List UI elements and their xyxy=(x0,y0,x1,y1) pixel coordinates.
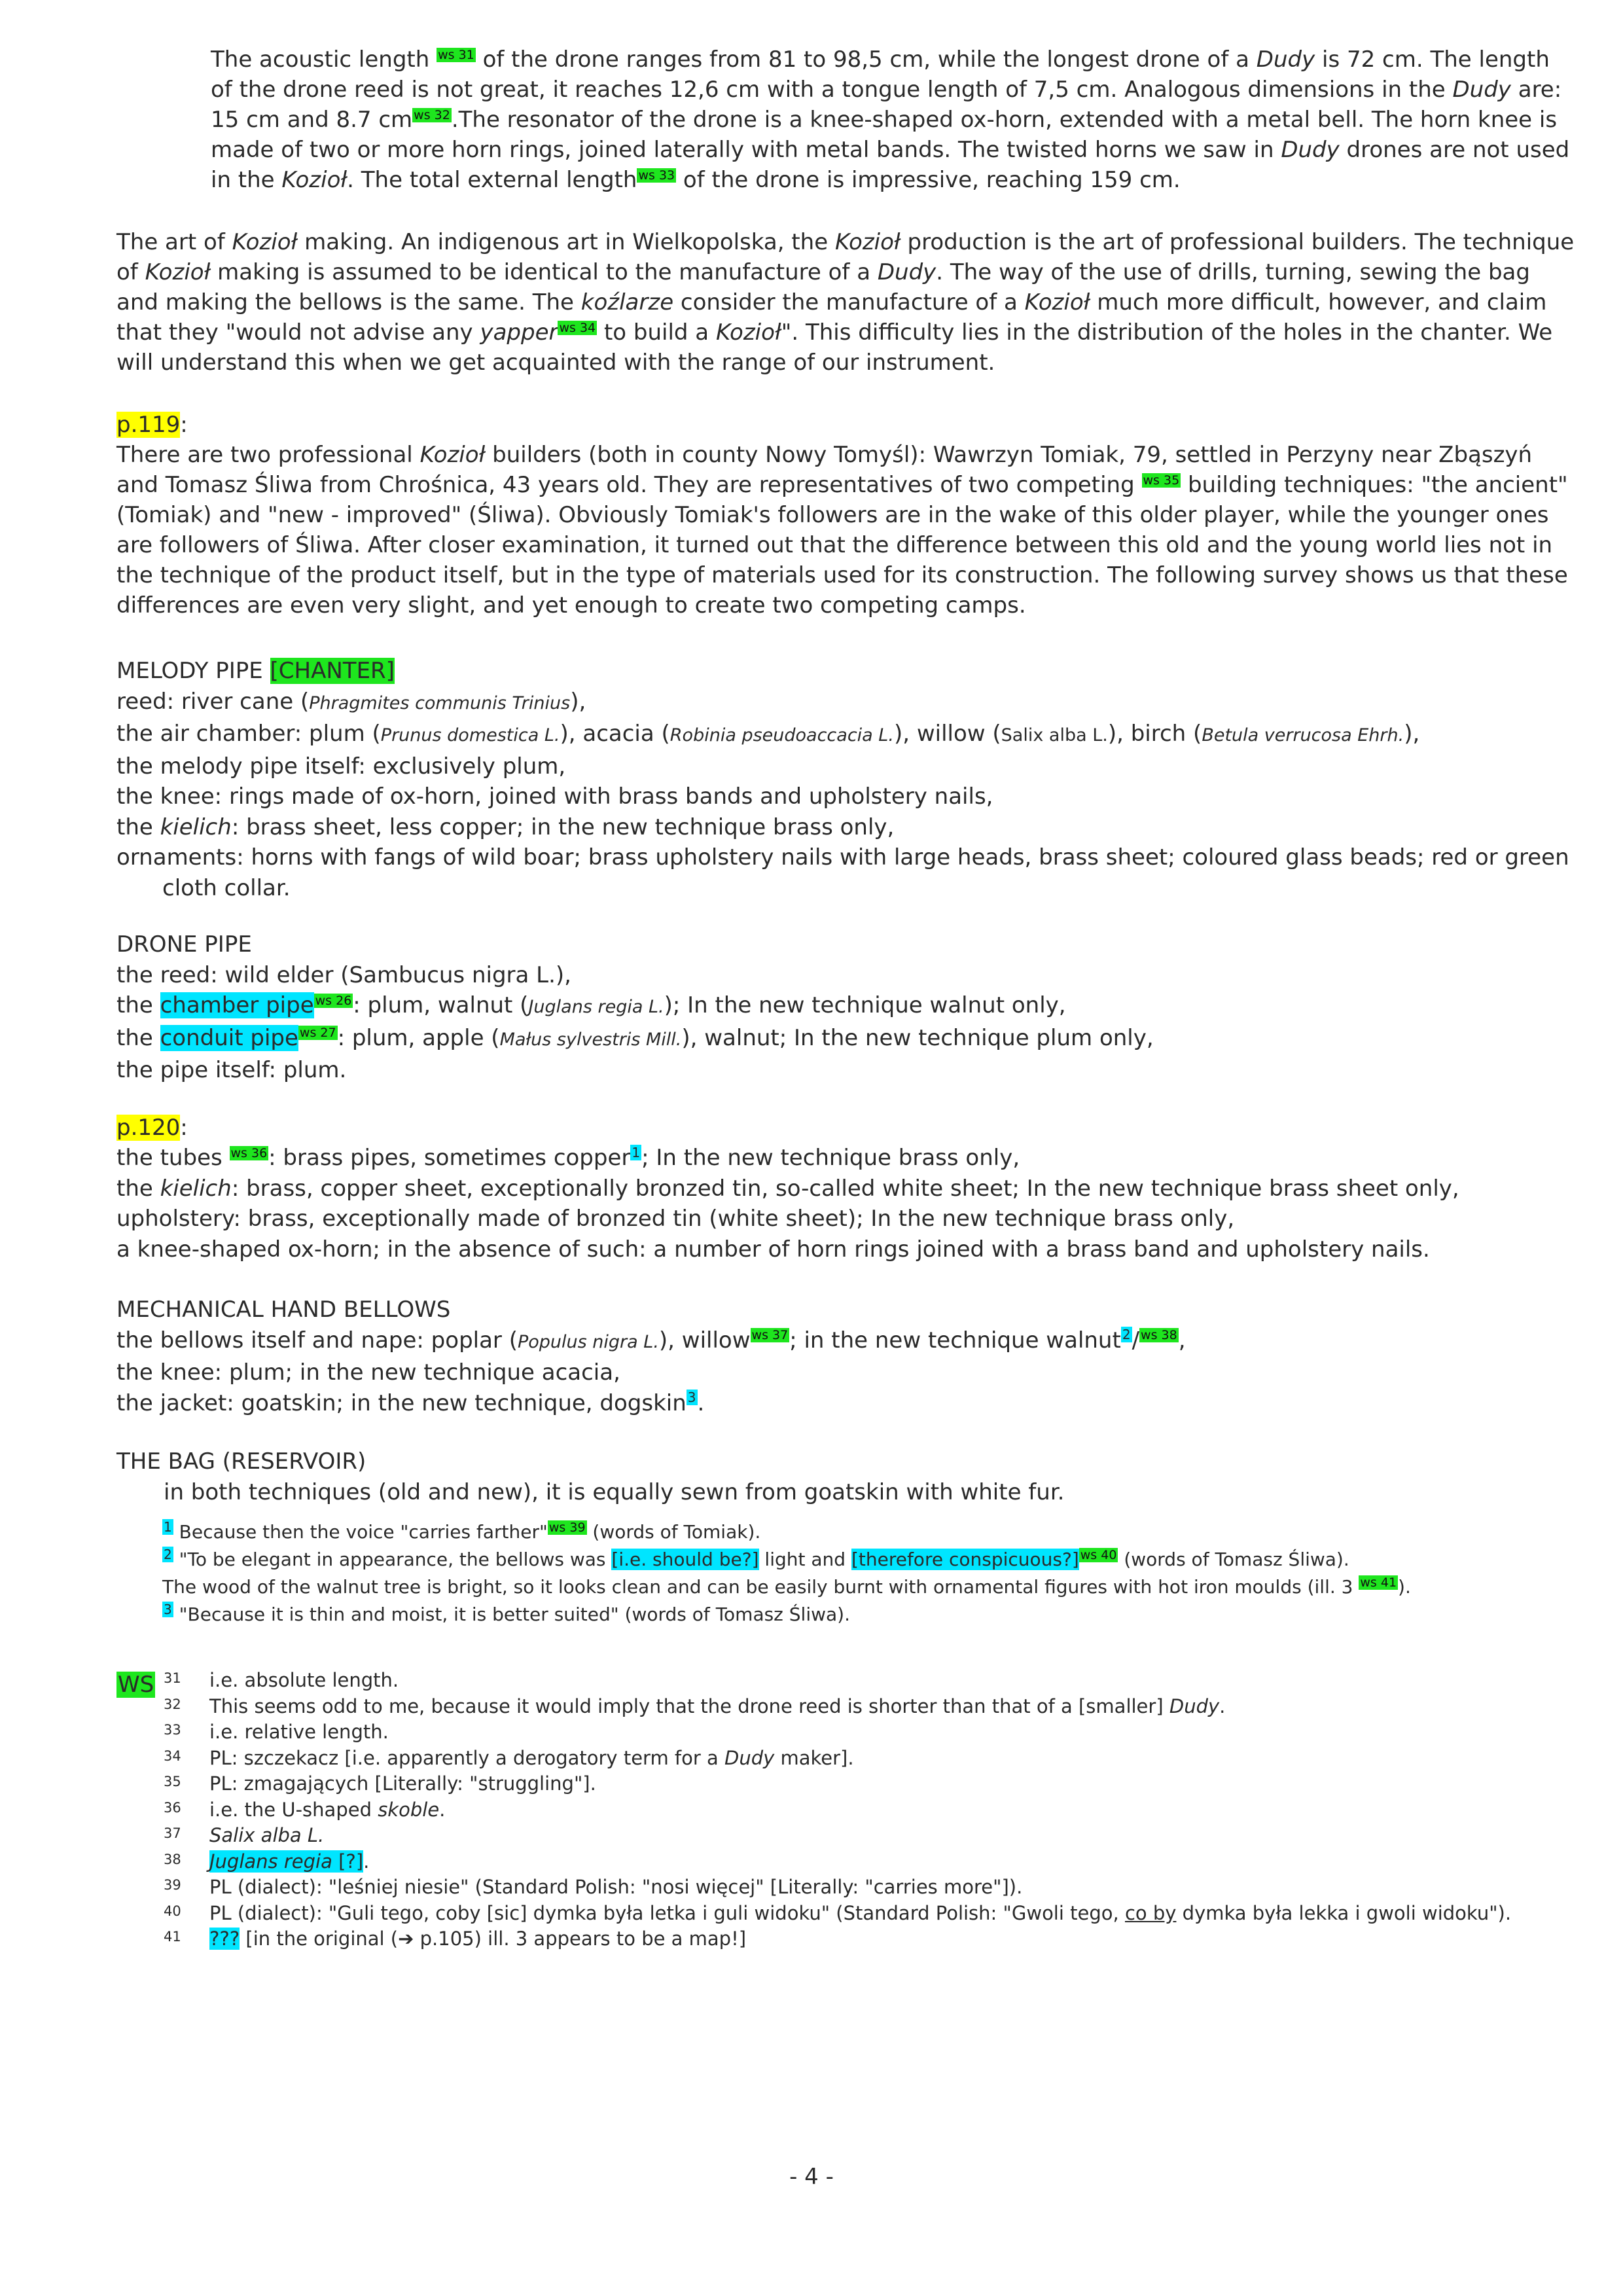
paragraph-builders xyxy=(116,440,1576,620)
list-item: the reed: wild elder (Sambucus nigra L.), xyxy=(116,961,571,988)
section-drone-pipe xyxy=(116,929,1576,1086)
footnote-ref[interactable]: 3 xyxy=(687,1390,696,1406)
text: of the drone ranges from 81 to 98,5 cm, while the longest drone of a xyxy=(475,46,1257,73)
text: : xyxy=(180,1115,188,1141)
ws-note-32: 32 This seems odd to me, because it would imply that the drone reed is shorter than that of a [smaller] Dudy. xyxy=(164,1695,1226,1717)
text: : xyxy=(180,412,188,438)
footnote-2: $^2$ "To be elegant in appearance, the bellows was [i.e. should be?] light and [therefore conspicuous?] $^{ws 40}$ (words of Tomasz Śliwa). xyxy=(164,1546,1349,1570)
text: making is assumed to be identical to the manufacture of a xyxy=(210,259,878,285)
footnote-ref[interactable]: 1 xyxy=(632,1144,641,1160)
list-item: the air chamber: plum (Prunus domestica L.), acacia (Robinia pseudoaccacia L.), willow (Salix alba L.), birch (Betula verrucosa Ehrh.), xyxy=(116,721,1420,747)
section-bellows xyxy=(116,1295,1576,1418)
term: Dudy xyxy=(1281,137,1340,163)
list-item: the chamber pipe $^{ws 26}$: plum, walnut (Juglans regia L.); In the new technique walnut only, xyxy=(116,992,1066,1018)
text: production is the art of professional builders. The technique of xyxy=(116,229,1575,285)
list-item: in both techniques (old and new), it is equally sewn from goatskin with white fur. xyxy=(164,1479,1065,1505)
page-marker-119 xyxy=(116,410,1576,440)
highlight: [?] xyxy=(332,1850,364,1873)
highlight: chamber pipe xyxy=(160,992,314,1018)
list-item: the kielich: brass sheet, less copper; in the new technique brass only, xyxy=(116,814,895,840)
term: koźlarze xyxy=(580,289,674,315)
list-item: ornaments: horns with fangs of wild boar; brass upholstery nails with large heads, brass sheet; coloured glass beads; red or green cloth collar. xyxy=(116,844,1569,901)
list-item: the conduit pipe $^{ws 27}$: plum, apple (Małus sylvestris Mill.), walnut; In the new technique plum only, xyxy=(116,1024,1154,1051)
text: drones are not used in the xyxy=(211,137,1570,193)
list-item: the jacket: goatskin; in the new technique, dogskin $^3$. xyxy=(116,1390,705,1416)
term: Kozioł xyxy=(281,167,348,193)
highlight: ??? xyxy=(209,1928,240,1950)
list-item: a knee-shaped ox-horn; in the absence of such: a number of horn rings joined with a brass band and upholstery nails. xyxy=(116,1236,1430,1263)
list-item: the kielich: brass, copper sheet, exceptionally bronzed tin, so-called white sheet; In the new technique brass sheet only, xyxy=(116,1175,1459,1202)
ws-notes-label: WS xyxy=(118,1672,154,1698)
ws-note-41: 41 ??? [in the original (➔ p.105) ill. 3 appears to be a map!] xyxy=(164,1928,747,1950)
ws-note-ref[interactable]: ws 37 xyxy=(751,1328,789,1343)
list-item: the tubes $^{ws 36}$: brass pipes, sometimes copper $^1$; In the new technique brass only, xyxy=(116,1144,1020,1171)
ws-note-ref[interactable]: ws 38 xyxy=(1141,1328,1177,1343)
text: The art of xyxy=(116,229,232,255)
ws-note-ref[interactable]: ws 27 xyxy=(299,1026,336,1041)
ws-note-ref[interactable]: ws 40 xyxy=(1080,1547,1117,1562)
ws-note-34: 34 PL: szczekacz [i.e. apparently a derogatory term for a Dudy maker]. xyxy=(164,1746,854,1769)
ws-note-ref[interactable]: ws 31 xyxy=(438,47,474,62)
ws-note-ref[interactable]: ws 34 xyxy=(559,320,596,335)
text: The acoustic length xyxy=(211,46,437,73)
text: ". This difficulty lies in the distribution of the holes in the chanter. We will understand this when we get acquainted with the range of our instrument. xyxy=(116,319,1553,376)
text: consider the manufacture of a xyxy=(673,289,1025,315)
footnotes xyxy=(162,1518,1589,1628)
term: Dudy xyxy=(1256,46,1315,73)
section-heading xyxy=(116,656,1576,687)
highlight: conduit pipe xyxy=(160,1024,298,1051)
list-item: the pipe itself: plum. xyxy=(116,1057,347,1083)
ws-note-33: 33 i.e. relative length. xyxy=(164,1721,389,1743)
list-item: the knee: rings made of ox-horn, joined with brass bands and upholstery nails, xyxy=(116,783,993,810)
term: Kozioł xyxy=(232,229,298,255)
term: Kozioł xyxy=(145,259,211,285)
ws-note-39: 39 PL (dialect): "leśniej niesie" (Standard Polish: "nosi więcej" [Literally: "carries more"]). xyxy=(164,1876,1023,1898)
footnote-ref[interactable]: 2 xyxy=(1122,1327,1131,1343)
ws-note-37: 37 Salix alba L. xyxy=(164,1824,325,1846)
ws-note-ref[interactable]: ws 35 xyxy=(1143,473,1180,488)
ws-note-ref[interactable]: ws 26 xyxy=(315,993,352,1008)
term: Kozioł xyxy=(419,442,486,468)
section-drone-fittings xyxy=(116,1143,1576,1265)
text: much more difficult, however, and claim that they "would not advise any xyxy=(116,289,1547,346)
text: building techniques: "the ancient" (Tomiak) and "new - improved" (Śliwa). Obviously Tomiak's followers are in the wake of this older player, while the younger ones are followers of Śliwa. After closer examination, it turned out that the difference between this old and the young world lies not in the technique of the product itself, but in the type of materials used for its construction. The following survey shows us that these differences are even very slight, and yet enough to create two competing camps. xyxy=(116,472,1568,619)
page-marker-label: p.120 xyxy=(116,1115,181,1141)
list-item: the knee: plum; in the new technique acacia, xyxy=(116,1359,620,1386)
section-heading: MECHANICAL HAND BELLOWS xyxy=(116,1297,451,1323)
text: are: 15 cm and 8.7 cm xyxy=(211,77,1562,133)
text: is 72 cm. The length of the drone reed is not great, it reaches 12,6 cm with a tongue length of 7,5 cm. Analogous dimensions in the xyxy=(211,46,1550,103)
list-item: upholstery: brass, exceptionally made of bronzed tin (white sheet); In the new technique brass only, xyxy=(116,1206,1235,1232)
paragraph-drone-dimensions xyxy=(211,45,1572,195)
ws-note-ref[interactable]: ws 41 xyxy=(1360,1575,1397,1590)
list-item: the bellows itself and nape: poplar (Populus nigra L.), willow $^{ws 37}$; in the new technique walnut $^2$/ $^{ws 38}$, xyxy=(116,1327,1186,1354)
page-number: - 4 - xyxy=(789,2164,834,2190)
list-item: reed: river cane (Phragmites communis Trinius), xyxy=(116,688,586,715)
text: There are two professional xyxy=(116,442,420,468)
text: of the drone is impressive, reaching 159 cm. xyxy=(676,167,1181,193)
paragraph-koziol-making xyxy=(116,227,1576,378)
ws-note-36: 36 i.e. the U-shaped skoble. xyxy=(164,1798,446,1821)
ws-note-40: 40 PL (dialect): "Guli tego, coby [sic] dymka była letka i guli widoku" (Standard Polish: "Gwoli tego, co by dymka była lekka i gwoli widoku"). xyxy=(164,1901,1512,1924)
text: . The total external length xyxy=(347,167,637,193)
text: .The resonator of the drone is a knee-shaped ox-horn, extended with a metal bell. The horn knee is made of two or more horn rings, joined laterally with metal bands. The twisted horns we saw in xyxy=(211,107,1558,163)
ws-notes xyxy=(116,1668,1582,1952)
section-heading: DRONE PIPE xyxy=(116,931,252,958)
term: Dudy xyxy=(877,259,936,285)
footnote-3: $^3$ "Because it is thin and moist, it is better suited" (words of Tomasz Śliwa). xyxy=(164,1601,850,1625)
ws-note-ref[interactable]: ws 36 xyxy=(230,1145,268,1160)
term: Kozioł xyxy=(1024,289,1090,315)
heading-text: MELODY PIPE xyxy=(116,658,270,684)
text: to build a xyxy=(597,319,716,346)
highlight: Juglans regia xyxy=(209,1850,332,1873)
highlight: [therefore conspicuous?] xyxy=(851,1549,1079,1570)
section-heading: THE BAG (RESERVOIR) xyxy=(116,1448,366,1475)
footnote-number: 3 xyxy=(164,1601,172,1617)
page-marker-label: p.119 xyxy=(116,412,181,438)
ws-note-ref[interactable]: ws 32 xyxy=(414,107,450,122)
highlight: [i.e. should be?] xyxy=(611,1549,759,1570)
footnote-1: $^1$ Because then the voice "carries farther" $^{ws 39}$ (words of Tomiak). xyxy=(164,1518,761,1543)
text: making. An indigenous art in Wielkopolska, the xyxy=(297,229,835,255)
footnote-number: 2 xyxy=(164,1546,172,1562)
term: Kozioł xyxy=(715,319,781,346)
ws-note-31: 31 i.e. absolute length. xyxy=(164,1669,399,1691)
term: Kozioł xyxy=(834,229,901,255)
ws-note-ref[interactable]: ws 33 xyxy=(638,168,675,183)
list-item: the melody pipe itself: exclusively plum, xyxy=(116,753,566,780)
ws-note-ref[interactable]: ws 39 xyxy=(548,1520,586,1535)
text: builders (both in county Nowy Tomyśl): Wawrzyn Tomiak, 79, settled in Perzyny near Zbąszyń and Tomasz Śliwa from Chrośnica, 43 years old. They are representatives of two competing xyxy=(116,442,1533,498)
ws-note-38: 38 Juglans regia [?]. xyxy=(164,1850,370,1873)
ws-note-35: 35 PL: zmagających [Literally: "struggling"]. xyxy=(164,1772,596,1795)
footnote-2-continued: The wood of the walnut tree is bright, so it looks clean and can be easily burnt with ornamental figures with hot iron moulds (ill. 3 $^{ws 41}$). xyxy=(162,1575,1411,1598)
text: . The way of the use of drills, turning, sewing the bag and making the bellows is the same. The xyxy=(116,259,1530,315)
term: yapper xyxy=(480,319,558,346)
section-bag xyxy=(116,1446,1576,1507)
page-marker-120 xyxy=(116,1113,1576,1143)
footnote-number: 1 xyxy=(164,1518,172,1535)
term: Dudy xyxy=(1452,77,1511,103)
highlight: [CHANTER] xyxy=(270,658,395,684)
section-melody-pipe xyxy=(116,656,1576,903)
